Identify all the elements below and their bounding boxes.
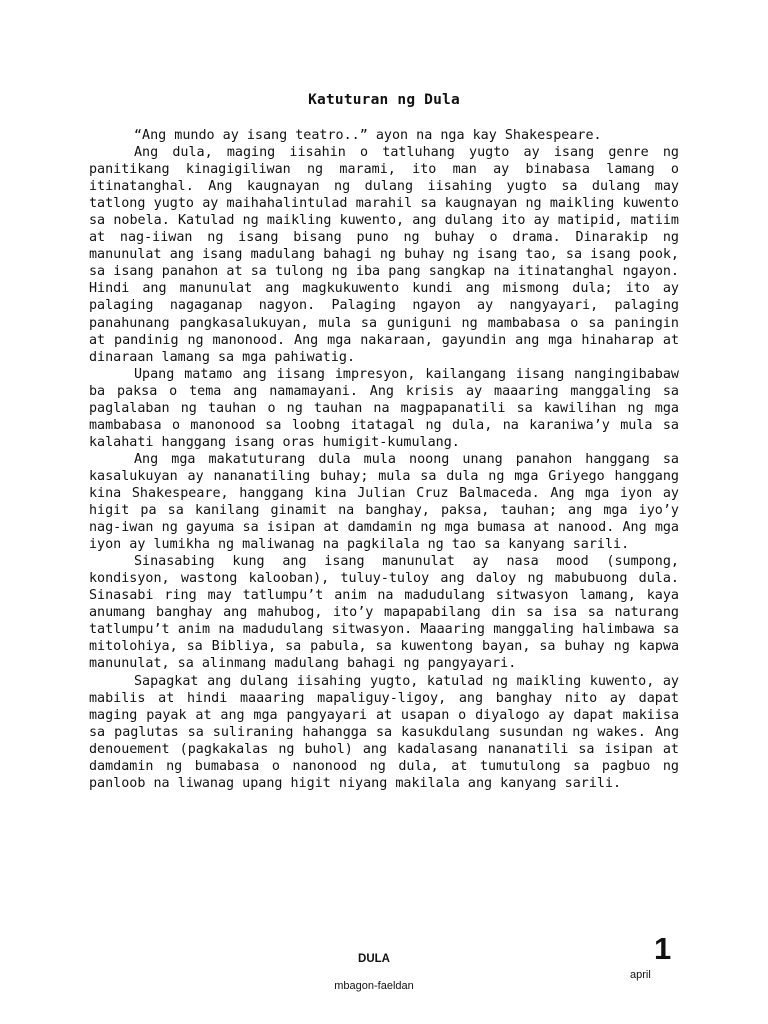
paragraph-6: Sapagkat ang dulang iisahing yugto, katulad ng maikling kuwento, ay mabilis at hindi maaaring mapaliguy-ligoy, ang banghay nito ay dapat maging payak at ang mga pangyayari at usapan o diyalogo ay dapat makiisa sa paglutas sa suliraning hahangga sa kasukdulang susundan ng wakes. Ang denouement (pagkakalas ng buhol) ang kadalasang nananatili sa isipan at damdamin ng bumabasa o nanonood ng dula, at tumutulong sa pagbuo ng panloob na liwanag upang higit niyang makilala ang kanyang sarili. bbox=[89, 673, 679, 791]
footer-date: april bbox=[630, 969, 651, 981]
paragraph-3: Upang matamo ang iisang impresyon, kailangang iisang nangingibabaw ba paksa o tema ang namamayani. Ang krisis ay maaaring manggaling sa paglalaban ng tauhan o ng tauhan na magpapanatili sa kawilihan ng mga mambabasa o manonood sa loobng itatagal ng dula, na karaniwa’y mula sa kalahati hanggang isang oras humigit-kumulang. bbox=[89, 366, 679, 450]
page-title: Katuturan ng Dula bbox=[308, 92, 460, 108]
footer-author: mbagon-faeldan bbox=[334, 980, 414, 992]
paragraph-5: Sinasabing kung ang isang manunulat ay nasa mood (sumpong, kondisyon, wastong kalooban), tuluy-tuloy ang daloy ng mabubuong dula. Sinasabi ring may tatlumpu’t anim na madudulang sitwasyon lamang, kaya anumang banghay ang mahubog, ito’y mapapabilang din sa isa sa naturang tatlumpu’t anim na madudulang sitwasyon. Maaaring manggaling halimbawa sa mitolohiya, sa Bibliya, sa pabula, sa kuwentong bayan, sa buhay ng kapwa manunulat, sa alinmang madulang bahagi ng pangyayari. bbox=[89, 554, 679, 672]
paragraph-1: “Ang mundo ay isang teatro..” ayon na nga kay Shakespeare. bbox=[134, 128, 602, 143]
paragraph-4: Ang mga makatuturang dula mula noong unang panahon hanggang sa kasalukuyan ay nananatiling buhay; mula sa dula ng mga Griyego hanggang kina Shakespeare, hanggang kina Julian Cruz Balmaceda. Ang mga iyon ay higit pa sa kanilang ginamit na banghay, paksa, tauhan; ang mga iyo’y nag-iwan ng gayuma sa isipan at damdamin ng mga bumasa at nanood. Ang mga iyon ay lumikha ng maliwanag na pagkilala ng tao sa kanyang sarili. bbox=[89, 451, 679, 553]
body-text bbox=[89, 127, 679, 792]
footer-label: DULA bbox=[358, 953, 390, 965]
paragraph-2: Ang dula, maging iisahin o tatluhang yugto ay isang genre ng panitikang kinagigiliwan ng marami, ito man ay binabasa lamang o itinatanghal. Ang kaugnayan ng dulang iisahing yugto sa dulang may tatlong yugto ay maihahalintulad marahil sa kaugnayan ng maikling kuwento sa nobela. Katulad ng maikling kuwento, ang dulang ito ay matipid, matiim at nag-iiwan ng isang bisang puno ng buhay o drama. Dinarakip ng manunulat ang isang madulang bahagi ng buhay ng isang tao, sa isang pook, sa isang panahon at sa tulong ng iba pang sangkap na itinatanghal ngayon. Hindi ang manunulat ang magkukuwento kundi ang mismong dula; ito ay palaging nagaganap nagyon. Palaging ngayon ay nangyayari, palaging panahunang pangkasalukuyan, mula sa guniguni ng mambabasa o sa paningin at pandinig ng manonood. Ang mga nakaraan, gayundin ang mga hinaharap at dinaraan lamang sa mga pahiwatig. bbox=[89, 145, 679, 365]
page-number: 1 bbox=[654, 931, 672, 966]
